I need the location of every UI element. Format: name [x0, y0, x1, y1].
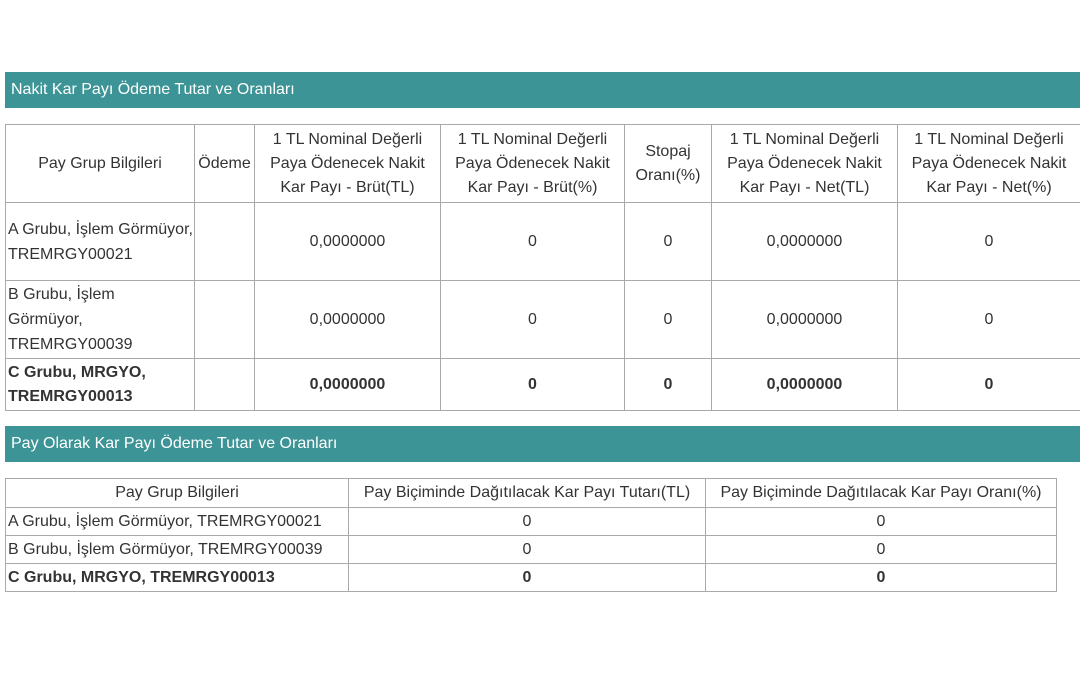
group-cell: C Grubu, MRGYO, TREMRGY00013 [6, 359, 195, 411]
amount-cell: 0 [349, 564, 706, 592]
column-header-net-pct: 1 TL Nominal Değerli Paya Ödenecek Nakit Kar Payı - Net(%) [898, 125, 1080, 203]
ratio-cell: 0 [706, 564, 1057, 592]
table-row [6, 564, 1057, 592]
column-header-ratio: Pay Biçiminde Dağıtılacak Kar Payı Oranı(%) [706, 479, 1057, 508]
group-cell: B Grubu, İşlem Görmüyor, TREMRGY00039 [6, 281, 195, 359]
column-header-brut-pct: 1 TL Nominal Değerli Paya Ödenecek Nakit Kar Payı - Brüt(%) [441, 125, 625, 203]
column-header-brut-tl: 1 TL Nominal Değerli Paya Ödenecek Nakit Kar Payı - Brüt(TL) [255, 125, 441, 203]
table-header-row [6, 479, 1057, 508]
brut-pct-cell: 0 [441, 281, 625, 359]
brut-pct-cell: 0 [441, 359, 625, 411]
brut-tl-cell: 0,0000000 [255, 281, 441, 359]
odeme-cell [195, 359, 255, 411]
brut-tl-cell: 0,0000000 [255, 359, 441, 411]
share-dividend-table [5, 478, 1057, 592]
brut-pct-cell: 0 [441, 203, 625, 281]
share-dividend-section-title: Pay Olarak Kar Payı Ödeme Tutar ve Oranları [5, 426, 1080, 462]
table-header-row [6, 125, 1080, 203]
stopaj-cell: 0 [625, 281, 712, 359]
column-header-stopaj: Stopaj Oranı(%) [625, 125, 712, 203]
table-row [6, 536, 1057, 564]
group-cell: C Grubu, MRGYO, TREMRGY00013 [6, 564, 349, 592]
column-header-odeme: Ödeme [195, 125, 255, 203]
column-header-amount: Pay Biçiminde Dağıtılacak Kar Payı Tutarı(TL) [349, 479, 706, 508]
net-pct-cell: 0 [898, 203, 1080, 281]
stopaj-cell: 0 [625, 203, 712, 281]
table-row [6, 281, 1080, 359]
net-tl-cell: 0,0000000 [712, 203, 898, 281]
net-pct-cell: 0 [898, 359, 1080, 411]
cash-dividend-section-title: Nakit Kar Payı Ödeme Tutar ve Oranları [5, 72, 1080, 108]
table-row [6, 359, 1080, 411]
net-pct-cell: 0 [898, 281, 1080, 359]
odeme-cell [195, 203, 255, 281]
net-tl-cell: 0,0000000 [712, 359, 898, 411]
cash-dividend-table [5, 124, 1080, 411]
group-cell: A Grubu, İşlem Görmüyor, TREMRGY00021 [6, 203, 195, 281]
net-tl-cell: 0,0000000 [712, 281, 898, 359]
ratio-cell: 0 [706, 536, 1057, 564]
amount-cell: 0 [349, 536, 706, 564]
table-row [6, 508, 1057, 536]
ratio-cell: 0 [706, 508, 1057, 536]
group-cell: A Grubu, İşlem Görmüyor, TREMRGY00021 [6, 508, 349, 536]
column-header-net-tl: 1 TL Nominal Değerli Paya Ödenecek Nakit Kar Payı - Net(TL) [712, 125, 898, 203]
column-header-group: Pay Grup Bilgileri [6, 479, 349, 508]
odeme-cell [195, 281, 255, 359]
brut-tl-cell: 0,0000000 [255, 203, 441, 281]
table-row [6, 203, 1080, 281]
stopaj-cell: 0 [625, 359, 712, 411]
amount-cell: 0 [349, 508, 706, 536]
column-header-group: Pay Grup Bilgileri [6, 125, 195, 203]
group-cell: B Grubu, İşlem Görmüyor, TREMRGY00039 [6, 536, 349, 564]
